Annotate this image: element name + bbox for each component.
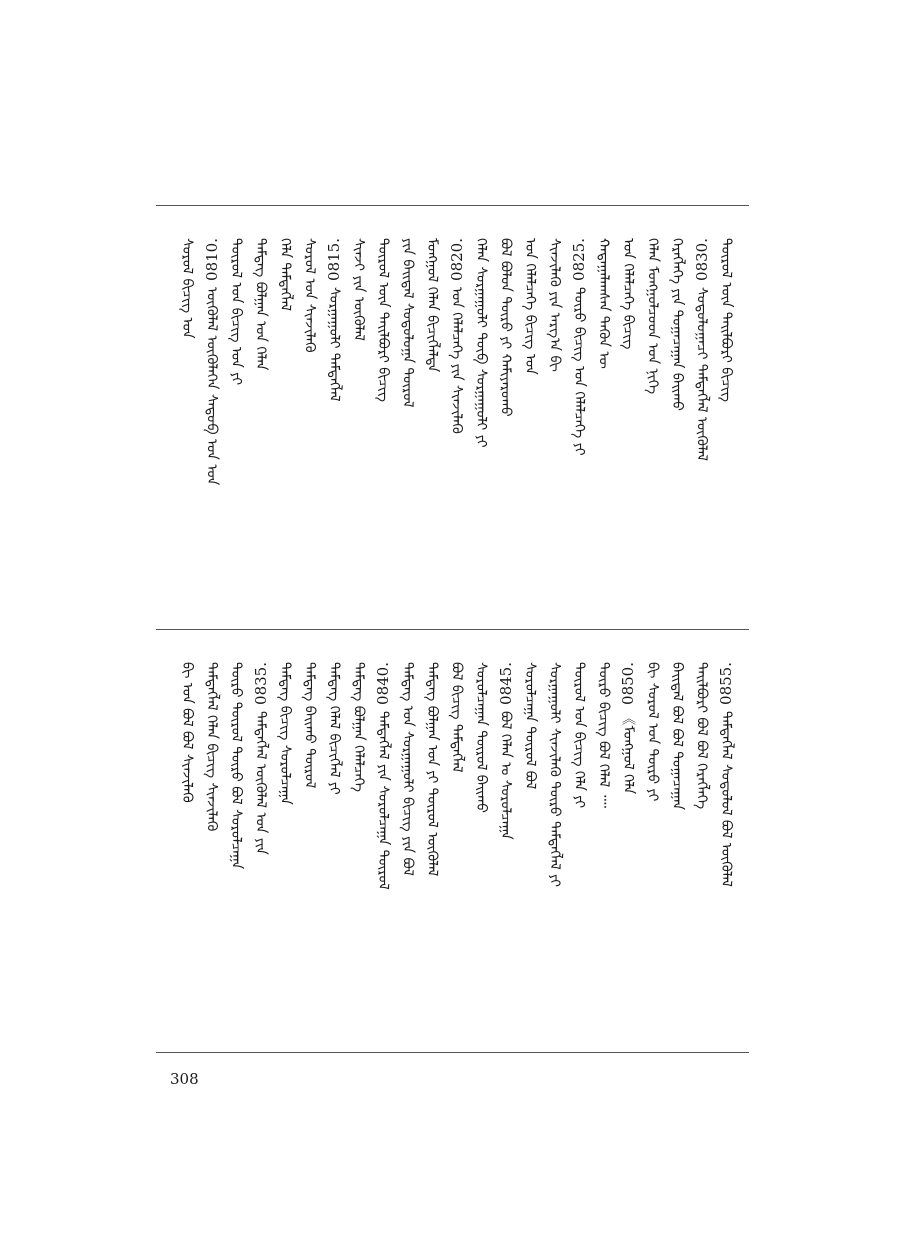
line-text: ᠬᠠᠳᠠᠭᠠᠯᠠᠭᠰᠠᠨ ᠲᠡᠭᠦᠨ ᠦ bbox=[595, 238, 612, 369]
line-text: ᠪᠣᠯ ᠪᠣᠯᠤᠨ ᠲᠦᠷᠦ ᠶᠢ ᠬᠠᠮᠢᠶᠠᠷᠤᠬᠤ bbox=[497, 238, 514, 417]
text-column bbox=[324, 238, 344, 401]
line-text: ᠰᠤᠷᠤᠯ ᠤᠨ ᠰᠢᠨᠵᠢᠯᠡᠬᠦ bbox=[301, 238, 318, 353]
text-column bbox=[667, 662, 687, 810]
line-text: ᠰᠤᠳᠤᠯᠤᠭᠠᠴᠢ ᠲᠡᠮᠳᠡᠭᠯᠡᠯ ᠦᠭᠦᠯᠡᠯ bbox=[693, 286, 710, 462]
line-text: ᠪᠢ ᠤᠨ ᠪᠣᠯ ᠪᠣᠯ ᠰᠢᠨᠵᠢᠯᠡᠬᠦ bbox=[179, 662, 195, 803]
text-column bbox=[618, 662, 638, 794]
line-text: ᠬᠡᠷᠡᠭᠯᠡᠭᠡ ᠶᠢᠨ ᠲᠣᠭᠠᠴᠠᠭᠠᠨ ᠪᠠᠢᠬᠤ bbox=[669, 238, 685, 411]
text-column bbox=[471, 238, 491, 448]
page-number: 308 bbox=[170, 1070, 199, 1088]
text-column bbox=[594, 662, 614, 808]
top-divider-rule bbox=[156, 205, 749, 206]
text-column bbox=[300, 238, 320, 353]
text-column bbox=[447, 662, 467, 773]
line-number: 0845. bbox=[496, 662, 515, 705]
upper-text-block bbox=[156, 218, 749, 618]
text-column bbox=[275, 662, 295, 805]
text-column bbox=[716, 662, 736, 887]
text-column bbox=[226, 662, 246, 869]
text-column bbox=[545, 238, 565, 372]
line-number: 0830. bbox=[692, 238, 711, 281]
line-text: ᠬᠡᠯᠡᠨ ᠰᠤᠷᠭᠠᠭᠤᠯᠢ ᠲᠦᠪ ᠰᠤᠷᠭᠠᠭᠤᠯᠢ ᠶᠢ bbox=[473, 238, 489, 448]
line-text: ᠪᠢ ᠰᠤᠷᠤᠯ ᠤᠨ ᠲᠦᠷᠦ ᠶᠢ bbox=[644, 662, 661, 802]
line-text: ᠲᠦᠷᠦ ᠪᠢᠴᠢᠭ ᠤᠨ ᠬᠡᠯᠡᠯᠴᠡᠭᠡ ᠶᠢ bbox=[571, 286, 587, 456]
text-column bbox=[496, 238, 516, 417]
line-text: ᠲᠡᠮᠳᠡᠭ ᠪᠢᠴᠢᠭ ᠰᠤᠷᠤᠯᠴᠠᠭᠠ bbox=[277, 662, 293, 805]
text-column bbox=[471, 662, 491, 813]
line-text: ᠰᠤᠷᠤᠯ ᠪᠢᠴᠢᠭ ᠤᠨ bbox=[179, 238, 195, 339]
line-text: ᠬᠡᠯᠡᠨ ᠮᠣᠩᠭᠣᠯᠴᠤᠳ ᠤᠨ ᠨᠢᠭᠡ bbox=[644, 238, 661, 395]
text-column bbox=[643, 238, 663, 394]
line-number: 0840. bbox=[374, 662, 392, 705]
line-text: ᠬᠡᠯᠡ ᠲᠡᠮᠳᠡᠭᠯᠡᠯ bbox=[277, 238, 293, 311]
line-text: ᠲᠦᠷᠦ ᠪᠢᠴᠢᠭ ᠪᠣᠯ ᠬᠡᠯᠡᠯ ᠁ bbox=[595, 662, 612, 808]
line-text: ᠤᠨ ᠬᠡᠯᠡᠯᠴᠡᠭᠡ ᠪᠢᠴᠢᠭ ᠤᠨ bbox=[522, 238, 538, 375]
line-text: ᠰᠢᠨᠵᠢ ᠶᠢᠨ ᠦᠭᠦᠯᠡᠯ bbox=[350, 238, 367, 341]
text-column bbox=[398, 238, 418, 408]
text-column bbox=[447, 238, 467, 434]
line-text: ᠤᠨ ᠬᠡᠯᠡᠯᠴᠡᠭᠡ ᠶᠢᠨ ᠰᠢᠨᠵᠢᠯᠡᠬᠦ bbox=[448, 286, 465, 434]
text-column bbox=[251, 238, 271, 370]
text-column bbox=[177, 238, 197, 338]
line-number: 0835. bbox=[251, 662, 270, 705]
text-column bbox=[300, 662, 320, 788]
line-number: 0820. bbox=[447, 238, 466, 281]
line-text: ᠪᠠᠢᠳᠠᠯ ᠪᠣᠯ ᠪᠣᠯ ᠲᠣᠭᠠᠴᠠᠭᠠᠨ bbox=[669, 662, 685, 810]
text-column bbox=[569, 238, 589, 456]
line-text: ᠲᠡᠮᠳᠡᠭ ᠪᠣᠯᠭᠠᠨ ᠤᠨ ᠬᠡᠯᠡᠨ bbox=[252, 238, 269, 371]
text-column bbox=[520, 662, 540, 789]
line-text: ᠲᠡᠮᠳᠡᠭᠯᠡᠯ ᠰᠣᠳᠤᠯᠤᠯ ᠪᠣᠯ ᠦᠭᠦᠯᠡᠯ bbox=[718, 710, 734, 887]
line-text: ᠲᠡᠮᠳᠡᠭ ᠪᠣᠯᠭᠠᠨ ᠤᠨ ᠶᠢ ᠲᠦᠷᠦᠯ ᠦᠭᠦᠯᠡᠯ bbox=[424, 662, 440, 877]
line-text: ᠮᠣᠩᠭᠣᠯ ᠬᠡᠯᠡᠨ ᠪᠢᠴᠢᠭᠯᠡᠯᠲᠡ bbox=[424, 238, 440, 373]
line-text: ᠲᠡᠮᠳᠡᠭ ᠤᠨ ᠰᠤᠷᠭᠠᠭᠤᠯᠢ ᠪᠢᠴᠢᠭ ᠶᠢᠨ ᠪᠣᠯ bbox=[399, 662, 416, 876]
line-number: 0825. bbox=[570, 238, 588, 281]
text-column bbox=[177, 662, 197, 803]
text-column bbox=[422, 662, 442, 876]
text-column bbox=[226, 238, 246, 385]
line-text: ᠶᠢᠨ ᠪᠠᠢᠳᠠᠯ ᠰᠣᠳᠤᠯᠤᠭᠠ ᠲᠦᠷᠦᠯ bbox=[399, 238, 416, 408]
text-column bbox=[422, 238, 442, 372]
line-text: ᠤᠨ ᠬᠡᠯᠡᠯᠴᠡᠭᠡ ᠪᠢᠴᠢᠭ bbox=[620, 238, 636, 350]
text-column bbox=[496, 662, 516, 840]
text-column bbox=[373, 662, 393, 890]
lower-text-block bbox=[156, 642, 749, 1042]
line-text: ᠲᠠᠢᠯᠪᠤᠷᠢ ᠪᠣᠯ ᠪᠣᠯ ᠬᠡᠷᠡᠭᠯᠡᠭᠡ bbox=[693, 662, 710, 810]
text-column bbox=[667, 238, 687, 411]
line-text: ᠲᠦᠷᠦ ᠲᠦᠷᠦᠯ ᠲᠦᠷᠦ ᠪᠣᠯ ᠰᠤᠷᠤᠯᠴᠠᠭᠠ bbox=[228, 662, 244, 870]
text-column bbox=[569, 662, 589, 808]
text-column bbox=[251, 662, 271, 855]
text-column bbox=[349, 662, 369, 792]
line-text: ᠪᠣᠯ ᠬᠡᠯᠡᠨ ᠤ ᠰᠤᠷᠤᠯᠴᠠᠭᠠ bbox=[497, 710, 514, 840]
line-text: ᠲᠡᠮᠳᠡᠭᠯᠡᠯ ᠦᠭᠦᠯᠡᠯ ᠤᠨ ᠶᠢᠨ bbox=[252, 710, 269, 855]
line-number: 0810. bbox=[202, 238, 221, 281]
text-column bbox=[324, 662, 344, 795]
line-text: ᠲᠡᠮᠳᠡᠭ ᠬᠡᠯᠡᠯ ᠪᠢᠴᠢᠭᠯᠡᠯ ᠶᠢ bbox=[326, 662, 342, 795]
text-column bbox=[692, 238, 712, 461]
line-number: 0850. bbox=[619, 662, 637, 705]
line-text: ᠰᠤᠷᠭᠠᠭᠤᠯᠢ ᠰᠢᠨᠵᠢᠯᠡᠬᠦ ᠲᠦᠷᠦ ᠲᠡᠮᠳᠡᠭᠯᠡᠯ ᠶᠢ bbox=[546, 662, 563, 888]
text-column bbox=[692, 662, 712, 809]
line-text: ᠲᠡᠮᠳᠡᠭᠯᠡᠯ ᠶᠢᠨ ᠰᠤᠷᠤᠯᠴᠠᠭᠠ ᠲᠦᠷᠦᠯ bbox=[375, 710, 391, 890]
line-text: ᠲᠦᠷᠦᠯ ᠦᠨ ᠲᠠᠢᠯᠪᠤᠷᠢ ᠪᠢᠴᠢᠭ bbox=[375, 238, 391, 402]
line-text: ᠲᠦᠷᠦᠯ ᠦᠨ ᠲᠠᠢᠯᠪᠤᠷᠢ ᠪᠢᠴᠢᠭ bbox=[718, 238, 734, 402]
line-text: ᠦᠭᠦᠯᠡᠯ ᠦᠭᠦᠯᠡᠭᠡᠨ ᠰᠡᠳᠦᠪ ᠤᠨ ᠤᠨ bbox=[203, 286, 220, 486]
text-column bbox=[594, 238, 614, 369]
bottom-divider-rule bbox=[156, 1052, 749, 1053]
text-column bbox=[349, 238, 369, 341]
text-column bbox=[373, 238, 393, 402]
line-text: ᠪᠣᠯ ᠪᠢᠴᠢᠭ ᠲᠡᠮᠳᠡᠭᠯᠡᠯ bbox=[448, 662, 465, 773]
line-text: ᠲᠡᠮᠳᠡᠭ ᠪᠣᠯᠭᠠᠨ ᠬᠡᠯᠡᠯᠴᠡᠭᠡ bbox=[350, 662, 367, 793]
text-column bbox=[520, 238, 540, 375]
text-column bbox=[545, 662, 565, 887]
line-text: ᠲᠦᠷᠦᠯ ᠤᠨ ᠪᠢᠴᠢᠭ ᠤᠨ ᠶᠢ bbox=[228, 238, 244, 386]
line-number: 0815. bbox=[325, 238, 343, 281]
line-text: ᠲᠡᠮᠳᠡᠭᠯᠡᠯ ᠬᠡᠯᠡᠨ ᠪᠢᠴᠢᠭ ᠰᠢᠨᠵᠢᠯᠡᠬᠦ bbox=[203, 662, 220, 832]
text-column bbox=[275, 238, 295, 311]
line-text: ᠲᠡᠮᠳᠡᠭ ᠪᠠᠢᠬᠤ ᠲᠦᠷᠦᠯ bbox=[301, 662, 318, 789]
line-number: 0855. bbox=[717, 662, 735, 705]
line-text: ᠰᠤᠷᠤᠯᠴᠠᠭᠠᠨ ᠲᠦᠷᠦᠯ ᠪᠠᠢᠬᠤ bbox=[473, 662, 489, 813]
text-column bbox=[202, 662, 222, 831]
line-text: ᠲᠦᠷᠦᠯ ᠤᠨ ᠪᠢᠴᠢᠭ ᠬᠡᠯᠡ ᠶᠢ bbox=[571, 662, 587, 809]
line-text: ᠰᠤᠷᠤᠯᠴᠠᠭᠠ ᠲᠦᠷᠦᠯ ᠪᠣᠯ bbox=[522, 662, 538, 790]
text-column bbox=[618, 238, 638, 349]
line-text: ᠰᠢᠨᠵᠢᠯᠡᠬᠦ ᠶᠢᠨ ᠠᠷᠭ᠎ᠠ ᠪᠢ bbox=[546, 238, 563, 372]
text-column bbox=[643, 662, 663, 801]
line-text: ᠰᠤᠷᠭᠠᠭᠤᠯᠢ ᠲᠡᠮᠳᠡᠭᠯᠡᠯ bbox=[326, 286, 342, 402]
text-column bbox=[202, 238, 222, 485]
line-text: 《ᠮᠣᠩᠭᠣᠯ ᠬᠡᠯᠡ bbox=[620, 710, 636, 795]
middle-divider-rule bbox=[156, 629, 749, 630]
text-column bbox=[398, 662, 418, 876]
text-column bbox=[716, 238, 736, 402]
